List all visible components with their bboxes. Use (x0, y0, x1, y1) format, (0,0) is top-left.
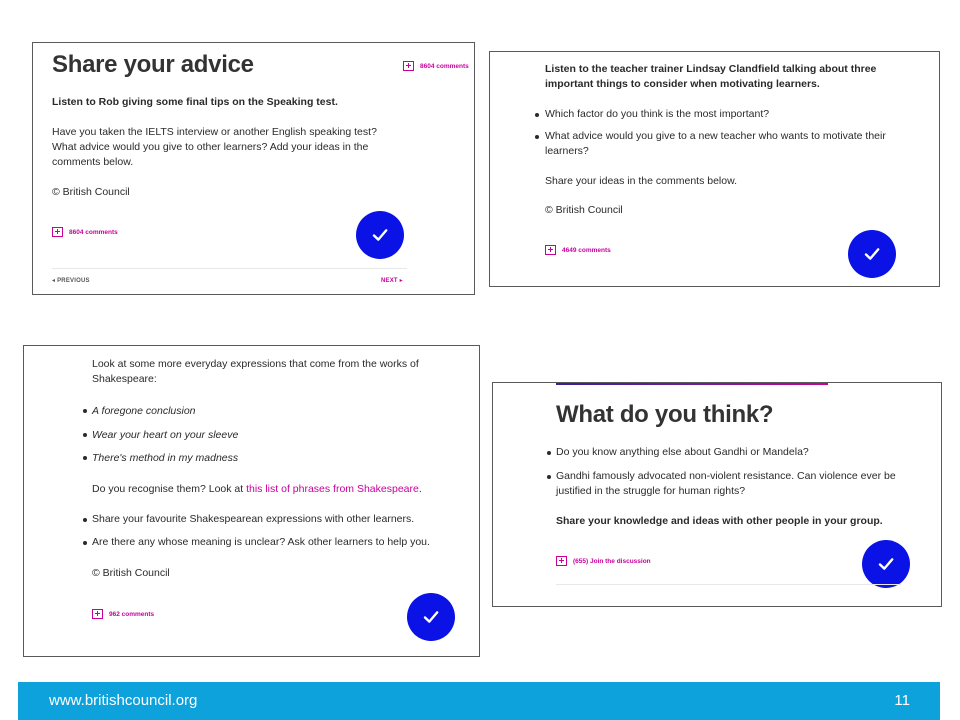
checkmark-icon (421, 607, 441, 627)
bullet-dot (83, 409, 87, 413)
check-badge (862, 540, 910, 588)
copyright: © British Council (545, 204, 623, 216)
next-link[interactable]: NEXT ▸ (381, 278, 403, 284)
footer-url[interactable]: www.britishcouncil.org (49, 692, 198, 709)
intro-text: Listen to the teacher trainer Lindsay Clandfield talking about three important things to consider when motivating learners. (545, 63, 877, 90)
check-badge (407, 593, 455, 641)
checkmark-icon (876, 554, 896, 574)
card-title: What do you think? (556, 401, 774, 428)
join-discussion-link[interactable] (556, 556, 651, 566)
bullet-dot (83, 433, 87, 437)
checkmark-icon (862, 244, 882, 264)
comment-icon (92, 609, 103, 619)
bullet-dot (83, 541, 87, 545)
comments-link-top[interactable] (403, 61, 469, 71)
card-share-advice (32, 42, 475, 295)
task-item: Are there any whose meaning is unclear? Ask other learners to help you. (92, 536, 430, 548)
expression-item: A foregone conclusion (92, 405, 196, 417)
comments-count: 8604 comments (420, 62, 469, 70)
question-item: What advice would you give to a new teacher who wants to motivate their learners? (545, 130, 886, 157)
check-badge (356, 211, 404, 259)
bullet-dot (535, 135, 539, 139)
comments-link[interactable] (92, 609, 154, 619)
share-text: Share your knowledge and ideas with other people in your group. (556, 515, 883, 527)
comments-count: (655) Join the discussion (573, 557, 651, 565)
expression-item: There's method in my madness (92, 452, 239, 464)
previous-link[interactable]: ◂ PREVIOUS (52, 278, 90, 284)
question-item: Do you know anything else about Gandhi or Mandela? (556, 446, 809, 458)
task-item: Share your favourite Shakespearean expressions with other learners. (92, 513, 415, 525)
recognise-prefix: Do you recognise them? Look at (92, 483, 247, 495)
bullet-dot (547, 475, 551, 479)
card-shakespeare (23, 345, 480, 657)
intro-text: Look at some more everyday expressions that come from the works of Shakespeare: (92, 358, 419, 385)
comment-icon (52, 227, 63, 237)
page-number: 11 (894, 692, 910, 709)
copyright: © British Council (92, 567, 170, 579)
comments-link[interactable] (545, 245, 611, 255)
check-badge (848, 230, 896, 278)
checkmark-icon (370, 225, 390, 245)
card-title: Share your advice (52, 51, 254, 78)
intro-text: Listen to Rob giving some final tips on the Speaking test. (52, 96, 338, 108)
footer-bar (18, 682, 940, 720)
comments-count: 962 comments (109, 610, 155, 618)
comments-count: 8604 comments (69, 228, 118, 236)
card-motivating-learners (489, 51, 940, 287)
comment-icon (545, 245, 556, 255)
bullet-dot (83, 518, 87, 522)
share-text: Share your ideas in the comments below. (545, 175, 738, 187)
comments-link[interactable] (52, 227, 118, 237)
top-accent-bar (556, 383, 828, 385)
copyright: © British Council (52, 186, 130, 198)
bullet-dot (535, 113, 539, 117)
expression-item: Wear your heart on your sleeve (92, 429, 239, 441)
recognise-text (92, 482, 462, 497)
comments-count: 4649 comments (562, 246, 611, 254)
bullet-dot (83, 456, 87, 460)
recognise-suffix: . (418, 483, 422, 495)
shakespeare-phrases-link[interactable]: this list of phrases from Shakespeare (246, 483, 419, 495)
question-item: Which factor do you think is the most important? (545, 108, 770, 120)
question-item: Gandhi famously advocated non-violent resistance. Can violence ever be justified in the struggle for human rights? (556, 470, 896, 497)
nav-divider (52, 268, 407, 269)
bullet-dot (547, 451, 551, 455)
card-what-do-you-think (492, 382, 942, 607)
comment-icon (403, 61, 414, 71)
body-text: Have you taken the IELTS interview or another English speaking test? What advice would you give to other learners? Add your ideas in the comments below. (52, 126, 377, 168)
comment-icon (556, 556, 567, 566)
bottom-divider (556, 584, 901, 585)
